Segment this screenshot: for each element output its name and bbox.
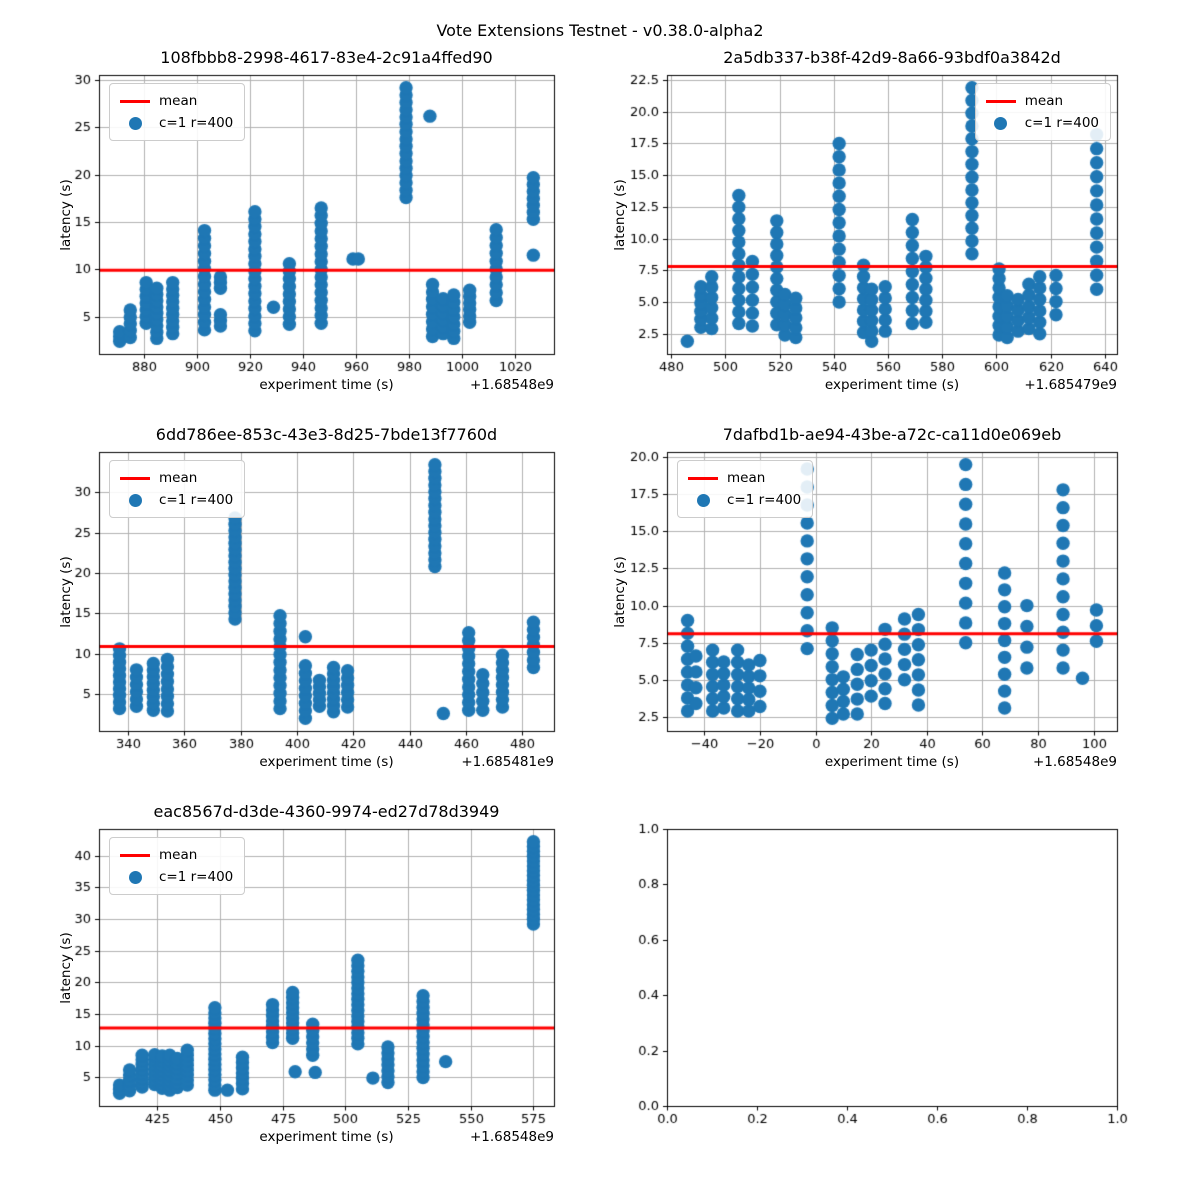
x-axis-offset-label: +1.68548e9 <box>469 377 554 393</box>
legend-series-row <box>120 866 233 888</box>
x-axis-offset-label: +1.68548e9 <box>1032 754 1117 770</box>
legend <box>109 460 245 518</box>
legend <box>677 460 813 518</box>
mean-line-swatch <box>120 854 150 857</box>
mean-line-swatch <box>986 100 1016 103</box>
scatter-marker-icon <box>986 117 1016 130</box>
x-axis-label: experiment time (s) <box>259 377 394 393</box>
legend-series-label: c=1 r=400 <box>159 869 234 885</box>
legend-series-label: c=1 r=400 <box>727 492 802 508</box>
legend-series-row <box>986 112 1099 134</box>
legend-series-label: c=1 r=400 <box>159 115 234 131</box>
plot-title: 2a5db337-b38f-42d9-8a66-93bdf0a3842d <box>723 48 1061 67</box>
figure-title: Vote Extensions Testnet - v0.38.0-alpha2 <box>436 21 764 40</box>
x-axis-label: experiment time (s) <box>824 377 960 393</box>
x-axis-offset-label: +1.685479e9 <box>1024 377 1117 393</box>
x-axis-offset-label: +1.685481e9 <box>461 754 554 770</box>
scatter-marker-icon <box>120 494 150 507</box>
mean-line-swatch <box>120 477 150 480</box>
legend-series-label: c=1 r=400 <box>1024 115 1099 131</box>
y-axis-label: latency (s) <box>612 178 628 251</box>
x-axis-label: experiment time (s) <box>259 754 394 770</box>
legend-mean-label: mean <box>727 470 766 486</box>
legend-series-label: c=1 r=400 <box>159 492 234 508</box>
y-axis-label: latency (s) <box>612 555 628 628</box>
scatter-marker-icon <box>120 871 150 884</box>
legend-series-row <box>688 489 801 511</box>
legend-mean-label: mean <box>159 93 198 109</box>
legend-mean-label: mean <box>159 470 198 486</box>
y-axis-label: latency (s) <box>58 555 74 628</box>
mean-line-swatch <box>688 477 718 480</box>
legend <box>109 83 245 141</box>
scatter-marker-icon <box>120 117 150 130</box>
legend-mean-row <box>120 90 233 112</box>
x-axis-label: experiment time (s) <box>824 754 960 770</box>
plot-title: eac8567d-d3de-4360-9974-ed27d78d3949 <box>153 802 500 821</box>
y-axis-label: latency (s) <box>58 931 74 1004</box>
legend-series-row <box>120 489 233 511</box>
legend-mean-row <box>688 467 801 489</box>
legend <box>975 83 1111 141</box>
mean-line-swatch <box>120 100 150 103</box>
legend-mean-row <box>120 844 233 866</box>
scatter-marker-icon <box>688 494 718 507</box>
y-axis-label: latency (s) <box>58 178 74 251</box>
legend-mean-row <box>120 467 233 489</box>
plot-title: 7dafbd1b-ae94-43be-a72c-ca11d0e069eb <box>722 425 1062 444</box>
plot-title: 6dd786ee-853c-43e3-8d25-7bde13f7760d <box>155 425 498 444</box>
plot-title: 108fbbb8-2998-4617-83e4-2c91a4ffed90 <box>160 48 493 67</box>
legend-mean-label: mean <box>159 847 198 863</box>
legend <box>109 837 245 895</box>
x-axis-offset-label: +1.68548e9 <box>469 1129 554 1145</box>
legend-series-row <box>120 112 233 134</box>
x-axis-label: experiment time (s) <box>259 1129 394 1145</box>
legend-mean-row <box>986 90 1099 112</box>
legend-mean-label: mean <box>1024 93 1064 109</box>
